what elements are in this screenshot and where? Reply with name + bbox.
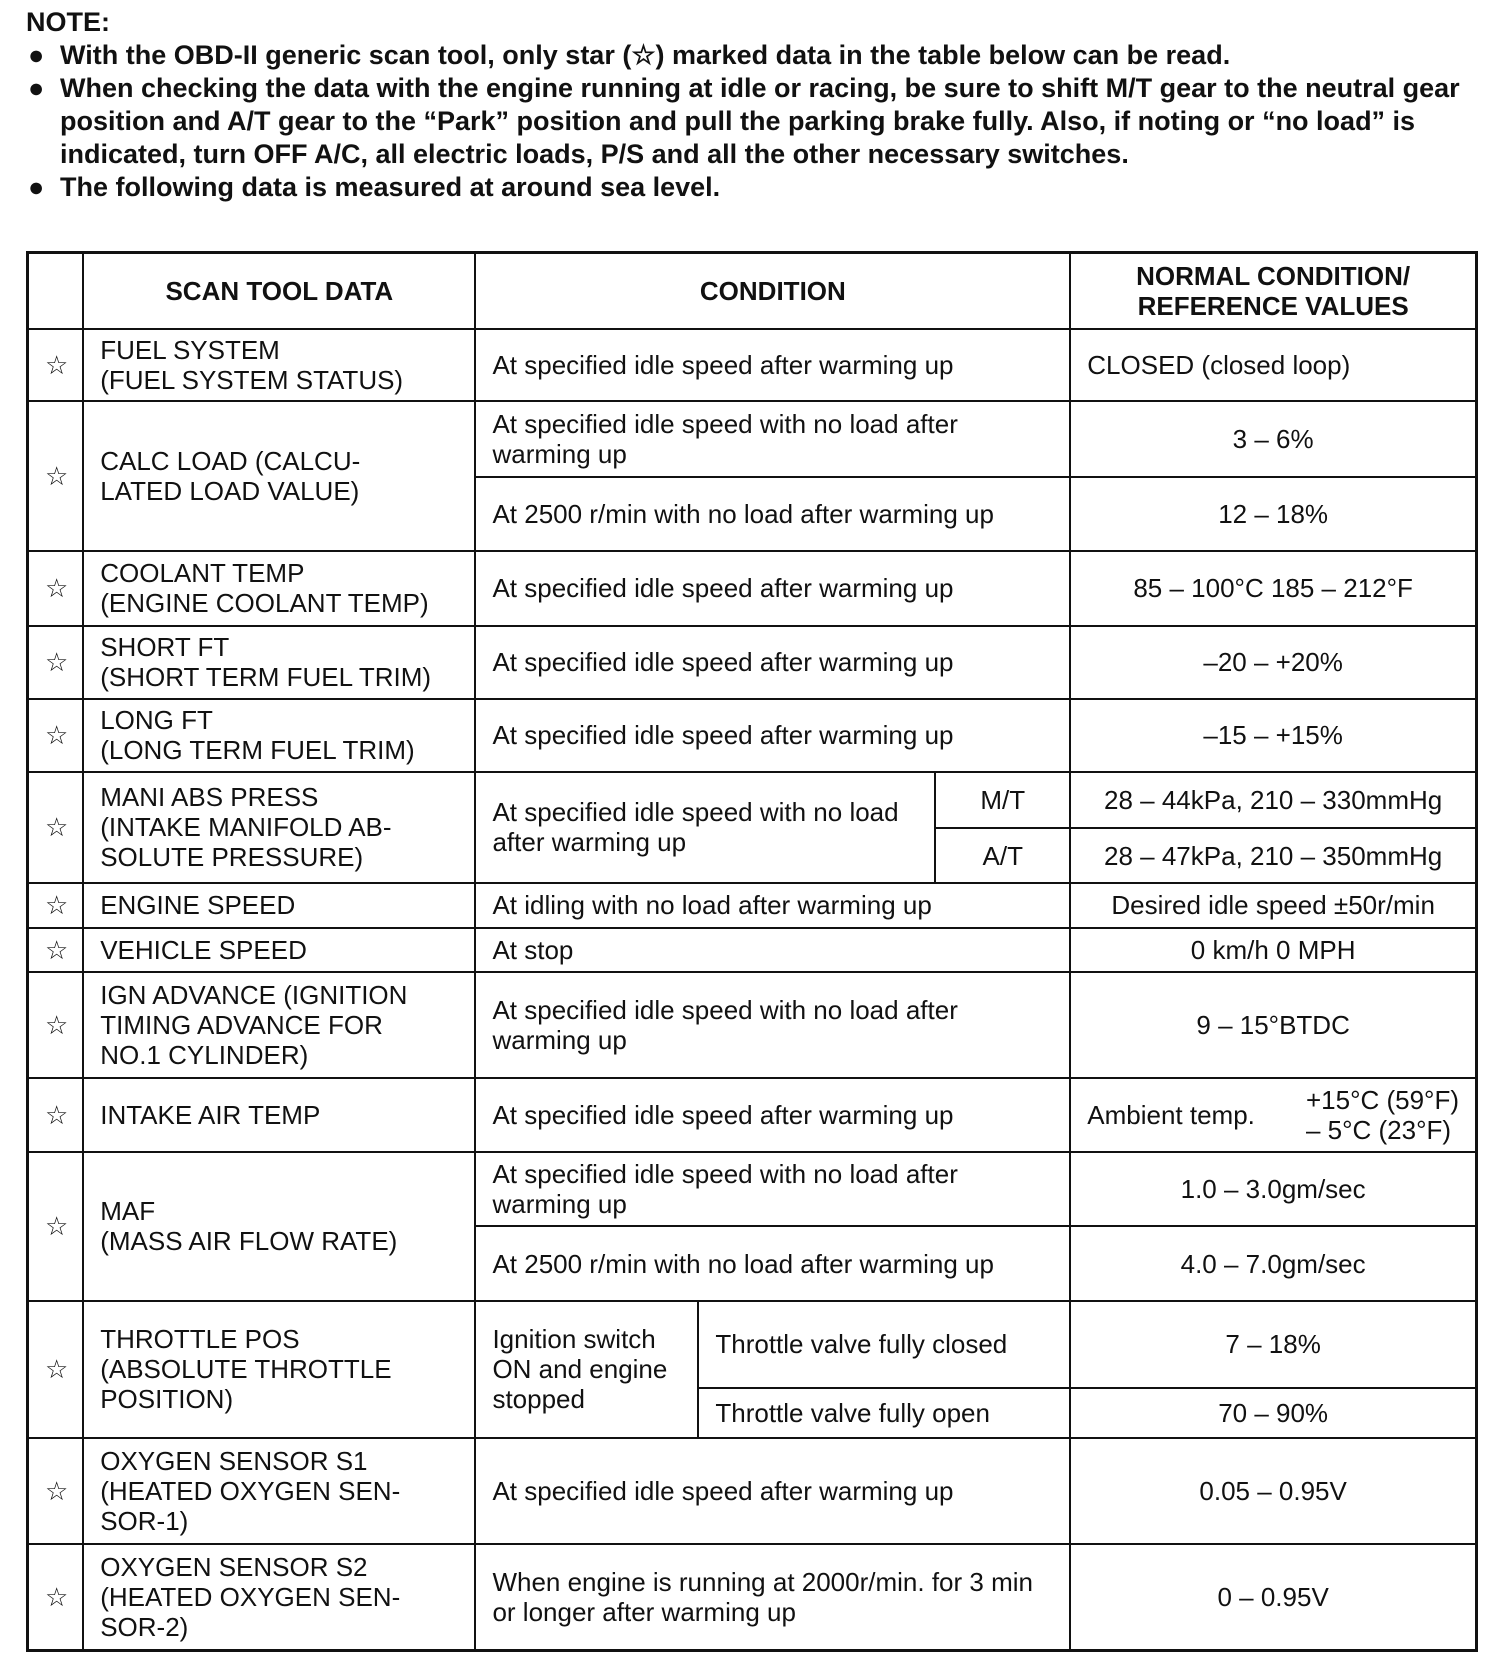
reference-value: 3 – 6% — [1070, 401, 1476, 477]
data-item-name: ENGINE SPEED — [83, 883, 475, 928]
star-icon: ☆ — [28, 772, 84, 883]
table-row — [28, 1078, 1477, 1152]
reference-value: Desired idle speed ±50r/min — [1070, 883, 1476, 928]
condition-cell: At 2500 r/min with no load after warming up — [475, 477, 1070, 551]
reference-value: –20 – +20% — [1070, 626, 1476, 699]
condition-cell: At specified idle speed after warming up — [475, 1438, 1070, 1544]
table-row — [28, 1152, 1477, 1226]
header-reference-values: NORMAL CONDITION/ REFERENCE VALUES — [1070, 253, 1476, 329]
star-icon: ☆ — [28, 1544, 84, 1650]
reference-value: 28 – 44kPa, 210 – 330mmHg — [1070, 772, 1476, 828]
bullet-icon: ● — [28, 73, 45, 103]
condition-cell: At 2500 r/min with no load after warming up — [475, 1226, 1070, 1300]
star-icon: ☆ — [28, 401, 84, 551]
table-row — [28, 883, 1477, 928]
transmission-type: M/T — [935, 772, 1070, 828]
condition-cell: At specified idle speed after warming up — [475, 329, 1070, 401]
temp-tolerance: +15°C (59°F) – 5°C (23°F) — [1305, 1085, 1459, 1146]
reference-value: 85 – 100°C 185 – 212°F — [1070, 551, 1476, 625]
condition-cell: At specified idle speed with no load after warming up — [475, 772, 935, 883]
reference-value: 9 – 15°BTDC — [1070, 972, 1476, 1078]
star-icon: ☆ — [28, 699, 84, 772]
reference-value: 7 – 18% — [1070, 1301, 1476, 1388]
header-condition: CONDITION — [475, 253, 1070, 329]
table-row — [28, 928, 1477, 973]
condition-cell: At specified idle speed after warming up — [475, 551, 1070, 625]
header-scan-tool-data: SCAN TOOL DATA — [83, 253, 475, 329]
note-title: NOTE: — [26, 7, 110, 37]
note-bullet: ● When checking the data with the engine running at idle or racing, be sure to shift M/T gear to the neutral gear position and A/T gear to the “Park” position and pull the parking brake fully. Also, if noting or “no load” is indicated, turn OFF A/C, all electric loads, P/S and all the other necessary switches. — [28, 73, 1460, 169]
star-icon: ☆ — [28, 1438, 84, 1544]
throttle-state: Throttle valve fully open — [698, 1388, 1070, 1439]
condition-cell: At specified idle speed with no load after warming up — [475, 972, 1070, 1078]
scan-tool-data-table — [26, 251, 1478, 1652]
data-item-name: IGN ADVANCE (IGNITION TIMING ADVANCE FOR NO.1 CYLINDER) — [83, 972, 475, 1078]
data-item-name: COOLANT TEMP (ENGINE COOLANT TEMP) — [83, 551, 475, 625]
star-icon: ☆ — [28, 1301, 84, 1439]
table-row — [28, 772, 1477, 828]
reference-value: 12 – 18% — [1070, 477, 1476, 551]
throttle-state: Throttle valve fully closed — [698, 1301, 1070, 1388]
reference-value: 0 – 0.95V — [1070, 1544, 1476, 1650]
condition-cell: At stop — [475, 928, 1070, 973]
star-icon: ☆ — [28, 972, 84, 1078]
star-icon: ☆ — [28, 883, 84, 928]
data-item-name: OXYGEN SENSOR S2 (HEATED OXYGEN SEN- SOR-2) — [83, 1544, 475, 1650]
table-row — [28, 551, 1477, 625]
star-icon: ☆ — [28, 551, 84, 625]
reference-value: 70 – 90% — [1070, 1388, 1476, 1439]
data-item-name: INTAKE AIR TEMP — [83, 1078, 475, 1152]
note-section — [26, 6, 1486, 204]
condition-cell: At specified idle speed after warming up — [475, 1078, 1070, 1152]
condition-cell: At specified idle speed after warming up — [475, 626, 1070, 699]
data-item-name: VEHICLE SPEED — [83, 928, 475, 973]
condition-cell: When engine is running at 2000r/min. for 3 min or longer after warming up — [475, 1544, 1070, 1650]
reference-value: 0 km/h 0 MPH — [1070, 928, 1476, 973]
header-row — [28, 253, 1477, 329]
note-bullet: ● The following data is measured at around sea level. — [28, 172, 721, 202]
condition-cell: At specified idle speed with no load after warming up — [475, 401, 1070, 477]
table-row — [28, 1438, 1477, 1544]
condition-cell: At idling with no load after warming up — [475, 883, 1070, 928]
reference-value: –15 – +15% — [1070, 699, 1476, 772]
condition-cell: Ignition switch ON and engine stopped — [475, 1301, 698, 1439]
data-item-name: SHORT FT (SHORT TERM FUEL TRIM) — [83, 626, 475, 699]
star-icon: ☆ — [28, 1078, 84, 1152]
star-icon: ☆ — [28, 626, 84, 699]
table-row — [28, 1544, 1477, 1650]
data-item-name: LONG FT (LONG TERM FUEL TRIM) — [83, 699, 475, 772]
reference-value — [1070, 1078, 1476, 1152]
star-header — [28, 253, 84, 329]
bullet-icon: ● — [28, 40, 45, 70]
ambient-temp-label: Ambient temp. — [1087, 1100, 1255, 1131]
condition-cell: At specified idle speed after warming up — [475, 699, 1070, 772]
note-list — [26, 39, 1486, 204]
data-item-name: OXYGEN SENSOR S1 (HEATED OXYGEN SEN- SOR-1) — [83, 1438, 475, 1544]
data-item-name: THROTTLE POS (ABSOLUTE THROTTLE POSITION) — [83, 1301, 475, 1439]
star-icon: ☆ — [28, 928, 84, 973]
reference-value: 0.05 – 0.95V — [1070, 1438, 1476, 1544]
table-row — [28, 699, 1477, 772]
data-item-name: MANI ABS PRESS (INTAKE MANIFOLD AB- SOLUTE PRESSURE) — [83, 772, 475, 883]
table-row — [28, 972, 1477, 1078]
star-icon: ☆ — [28, 329, 84, 401]
reference-value: 1.0 – 3.0gm/sec — [1070, 1152, 1476, 1226]
note-bullet: ● With the OBD-II generic scan tool, only star (☆) marked data in the table below can be read. — [28, 40, 1231, 70]
table-row — [28, 329, 1477, 401]
star-icon: ☆ — [28, 1152, 84, 1300]
bullet-icon: ● — [28, 172, 45, 202]
data-item-name: CALC LOAD (CALCU- LATED LOAD VALUE) — [83, 401, 475, 551]
transmission-type: A/T — [935, 828, 1070, 883]
reference-value: 4.0 – 7.0gm/sec — [1070, 1226, 1476, 1300]
data-item-name: FUEL SYSTEM (FUEL SYSTEM STATUS) — [83, 329, 475, 401]
reference-value: 28 – 47kPa, 210 – 350mmHg — [1070, 828, 1476, 883]
data-item-name: MAF (MASS AIR FLOW RATE) — [83, 1152, 475, 1300]
table-row — [28, 626, 1477, 699]
condition-cell: At specified idle speed with no load after warming up — [475, 1152, 1070, 1226]
reference-value: CLOSED (closed loop) — [1070, 329, 1476, 401]
table-row — [28, 401, 1477, 477]
table-row — [28, 1301, 1477, 1388]
